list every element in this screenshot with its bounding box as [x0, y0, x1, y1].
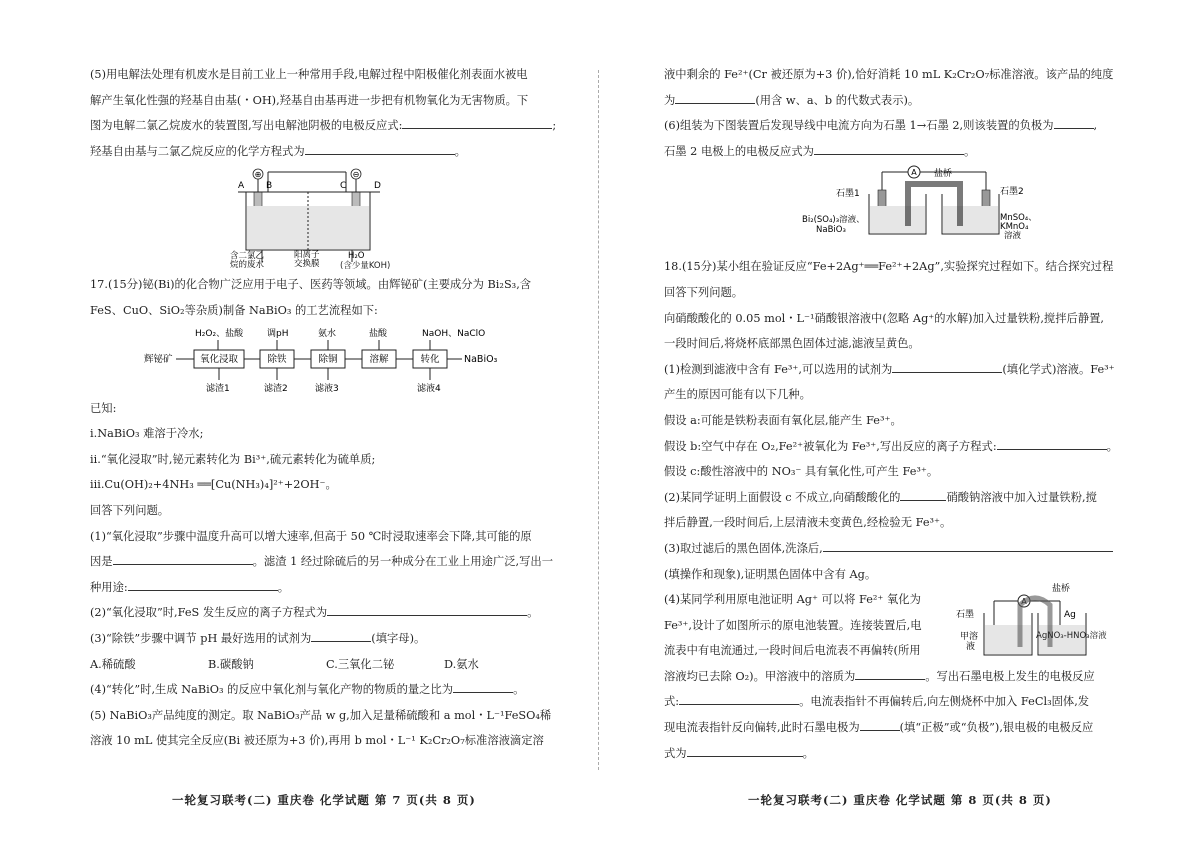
footer-right: 一轮复习联考(二) 重庆卷 化学试题 第 8 页(共 8 页): [748, 793, 1052, 807]
label-wastewater-2: 烷的废水: [230, 260, 265, 271]
text-line: 解产生氧化性强的羟基自由基(・OH),羟基自由基再进一步把有机物氧化为无害物质。下: [90, 93, 529, 107]
text-line: 流表中有电流通过,一段时间后电流表不再偏转(所用: [664, 644, 921, 658]
text-line: 拌后静置,一段时间后,上层清液未变黄色,经检验无 Fe³⁺。: [664, 516, 952, 530]
question-18: 18.(15分)某小组在验证反应“Fe+2Ag⁺══Fe²⁺+2Ag”,实验探究过程如下。结合探究过程: [664, 260, 1114, 274]
text-line: (5)用电解法处理有机废水是目前工业上一种常用手段,电解过程中阳极催化剂表面水被电: [90, 68, 528, 81]
right-solution-2: KMnO₄: [1000, 222, 1029, 233]
question-4-block: [664, 584, 1130, 664]
text-line: (4)某同学利用原电池证明 Ag⁺ 可以将 Fe²⁺ 氧化为: [664, 593, 921, 607]
option-A: A.稀硫酸: [90, 657, 136, 671]
anode-sign: ⊕: [254, 170, 262, 180]
text-line: (1)“氧化浸取”步骤中温度升高可以增大速率,但高于 50 ℃时浸取速率会下降,其可能的原: [90, 529, 532, 543]
text-line: 液中剩余的 Fe²⁺(Cr 被还原为+3 价),恰好消耗 10 mL K₂Cr₂O₇标准溶液。该产品的纯度: [664, 68, 1114, 81]
process-flowchart: [90, 324, 560, 396]
options-row: [90, 652, 560, 678]
text-line: (填操作和现象),证明黑色固体中含有 Ag。: [664, 567, 877, 581]
step-4: 溶解: [369, 353, 389, 365]
question-17: 17.(15分)铋(Bi)的化合物广泛应用于电子、医药等领域。由辉铋矿(主要成分为 Bi₂S₃,含: [90, 278, 532, 292]
left-solution: Bi₂(SO₄)₃溶液、: [802, 215, 865, 226]
option-B: B.碳酸钠: [208, 657, 254, 671]
answer-blank: [855, 667, 925, 680]
filtrate-4: 滤液4: [417, 383, 441, 394]
text-line: 图为电解二氯乙烷废水的装置图,写出电解池阴极的电极反应式: ;: [90, 113, 560, 139]
page-divider: [598, 70, 599, 770]
cathode-sign: ⊖: [352, 170, 360, 180]
text-line: 式为 。: [664, 741, 1130, 767]
text-line: 已知:: [90, 401, 117, 415]
answer-blank: [128, 578, 278, 591]
text-line: 现电流表指针反向偏转,此时石墨电极为 (填“正极”或“负极”),银电极的电极反应: [664, 715, 1130, 741]
answer-blank: [997, 437, 1107, 450]
answer-blank: [327, 603, 527, 616]
answer-blank: [900, 488, 946, 501]
text-line: 式: 。电流表指针不再偏转后,向左侧烧杯中加入 FeCl₃固体,发: [664, 689, 1130, 715]
answer-blank: [687, 744, 803, 757]
text-line: (1)检测到滤液中含有 Fe³⁺,可以选用的试剂为 (填化学式)溶液。Fe³⁺: [664, 357, 1130, 383]
text-line: 因是 。滤渣 1 经过除硫后的另一种成分在工业上用途广泛,写出一: [90, 549, 560, 575]
text-line: 假设 b:空气中存在 O₂,Fe²⁺被氧化为 Fe³⁺,写出反应的离子方程式: 。: [664, 434, 1130, 460]
label-koh: (含少量KOH): [340, 261, 391, 272]
text-line: Fe³⁺,设计了如图所示的原电池装置。连接装置后,电: [664, 618, 922, 632]
text-line: ⅲ.Cu(OH)₂+4NH₃ ══[Cu(NH₃)₄]²⁺+2OH⁻。: [90, 478, 337, 492]
ammeter-label: A: [911, 168, 917, 178]
answer-blank: [1054, 116, 1094, 129]
label-A: A: [238, 181, 245, 192]
text-line: 石墨 2 电极上的电极反应式为 。: [664, 139, 1130, 165]
salt-bridge-label-2: 盐桥: [1052, 584, 1071, 595]
left-solution-2: NaBiO₃: [816, 225, 846, 236]
text-line: 向硝酸酸化的 0.05 mol・L⁻¹硝酸银溶液中(忽略 Ag⁺的水解)加入过量铁粉,搅拌后静置,: [664, 311, 1105, 325]
answer-blank: [892, 360, 1002, 373]
text-line: 溶液均已去除 O₂)。甲溶液中的溶质为 。写出石墨电极上发生的电极反应: [664, 664, 1130, 690]
right-page: [664, 62, 1130, 766]
text-line: (6)组装为下图装置后发现导线中电流方向为石墨 1→石墨 2,则该装置的负极为 ,: [664, 113, 1130, 139]
solution-jia: 甲溶: [960, 632, 979, 643]
text-line: 溶液 10 mL 使其完全反应(Bi 被还原为+3 价),再用 b mol・L⁻¹ K₂Cr₂O₇标准溶液滴定溶: [90, 734, 544, 748]
right-solution: MnSO₄、: [1000, 213, 1037, 224]
text-line: 假设 c:酸性溶液中的 NO₃⁻ 具有氧化性,可产生 Fe³⁺。: [664, 465, 939, 479]
ammeter-label-2: A: [1021, 597, 1027, 607]
agno3-label: AgNO₃-HNO₃溶液: [1036, 631, 1107, 642]
start-material: 辉铋矿: [144, 353, 173, 365]
footer-left: 一轮复习联考(二) 重庆卷 化学试题 第 7 页(共 8 页): [172, 793, 476, 807]
text-line: 假设 a:可能是铁粉表面有氧化层,能产生 Fe³⁺。: [664, 413, 902, 427]
solution-jia-2: 液: [966, 642, 976, 653]
answer-blank: [823, 539, 1113, 552]
label-h2o: H₂O: [348, 251, 365, 262]
text-line: (3)取过滤后的黑色固体,洗涤后,: [664, 536, 1130, 562]
residue-1: 滤渣1: [206, 383, 230, 394]
answer-blank: [305, 142, 455, 155]
answer-blank: [453, 680, 513, 693]
label-D: D: [374, 181, 381, 192]
label-membrane: 阳离子: [294, 250, 320, 261]
text-line: (3)“除铁”步骤中调节 pH 最好选用的试剂为 (填字母)。: [90, 626, 560, 652]
text-line: (4)“转化”时,生成 NaBiO₃ 的反应中氧化剂与氧化产物的物质的量之比为 。: [90, 677, 560, 703]
answer-blank: [675, 91, 755, 104]
reagent-2: 调pH: [267, 328, 289, 339]
answer-blank: [402, 116, 552, 129]
text-line: ⅰ.NaBiO₃ 难溶于冷水;: [90, 427, 204, 441]
answer-blank: [679, 692, 799, 705]
graphite-label: 石墨: [956, 610, 975, 621]
salt-bridge-label: 盐桥: [934, 169, 953, 180]
label-wastewater: 含二氯乙: [230, 251, 265, 262]
text-line: 产生的原因可能有以下几种。: [664, 388, 811, 402]
end-product: NaBiO₃: [464, 353, 498, 365]
answer-blank: [113, 552, 253, 565]
answer-blank: [311, 629, 371, 642]
ag-cell-figure: [956, 581, 1130, 663]
step-5: 转化: [420, 353, 440, 365]
text-line: (2)某同学证明上面假设 c 不成立,向硝酸酸化的 硝酸钠溶液中加入过量铁粉,搅: [664, 485, 1130, 511]
label-B: B: [266, 181, 273, 192]
reagent-1: H₂O₂、盐酸: [195, 328, 244, 339]
galvanic-cell-figure: [664, 164, 1130, 254]
text-line: 回答下列问题。: [90, 503, 170, 517]
option-C: C.三氧化二铋: [326, 657, 395, 671]
text-line: (5) NaBiO₃产品纯度的测定。取 NaBiO₃产品 w g,加入足量稀硫酸和 a mol・L⁻¹FeSO₄稀: [90, 708, 552, 722]
residue-2: 滤渣2: [264, 383, 288, 394]
reagent-3: 氨水: [318, 328, 337, 339]
graphite-1: 石墨1: [836, 189, 860, 200]
text-line: FeS、CuO、SiO₂等杂质)制备 NaBiO₃ 的工艺流程如下:: [90, 303, 378, 317]
left-page: [90, 62, 560, 754]
label-C: C: [340, 181, 347, 192]
right-solution-3: 溶液: [1004, 231, 1022, 242]
answer-blank: [814, 142, 964, 155]
answer-blank: [860, 718, 900, 731]
graphite-2: 石墨2: [1000, 187, 1024, 198]
step-3: 除铜: [318, 353, 338, 365]
filtrate-3: 滤液3: [315, 383, 339, 394]
text-line: ⅱ.“氧化浸取”时,铋元素转化为 Bi³⁺,硫元素转化为硫单质;: [90, 452, 376, 466]
option-D: D.氨水: [444, 657, 479, 671]
text-line: (2)“氧化浸取”时,FeS 发生反应的离子方程式为 。: [90, 600, 560, 626]
ag-label: Ag: [1064, 610, 1076, 621]
text-line: 为 (用含 w、a、b 的代数式表示)。: [664, 88, 1130, 114]
text-line: 羟基自由基与二氯乙烷反应的化学方程式为 。: [90, 139, 560, 165]
step-2: 除铁: [267, 353, 287, 365]
reagent-5: NaOH、NaClO: [422, 328, 486, 339]
text-line: 种用途: 。: [90, 575, 560, 601]
text-line: 回答下列问题。: [664, 285, 744, 299]
label-membrane-2: 交换膜: [294, 259, 320, 270]
reagent-4: 盐酸: [369, 328, 388, 339]
step-1: 氧化浸取: [199, 353, 239, 365]
text-line: 一段时间后,将烧杯底部黑色固体过滤,滤液呈黄色。: [664, 337, 920, 351]
